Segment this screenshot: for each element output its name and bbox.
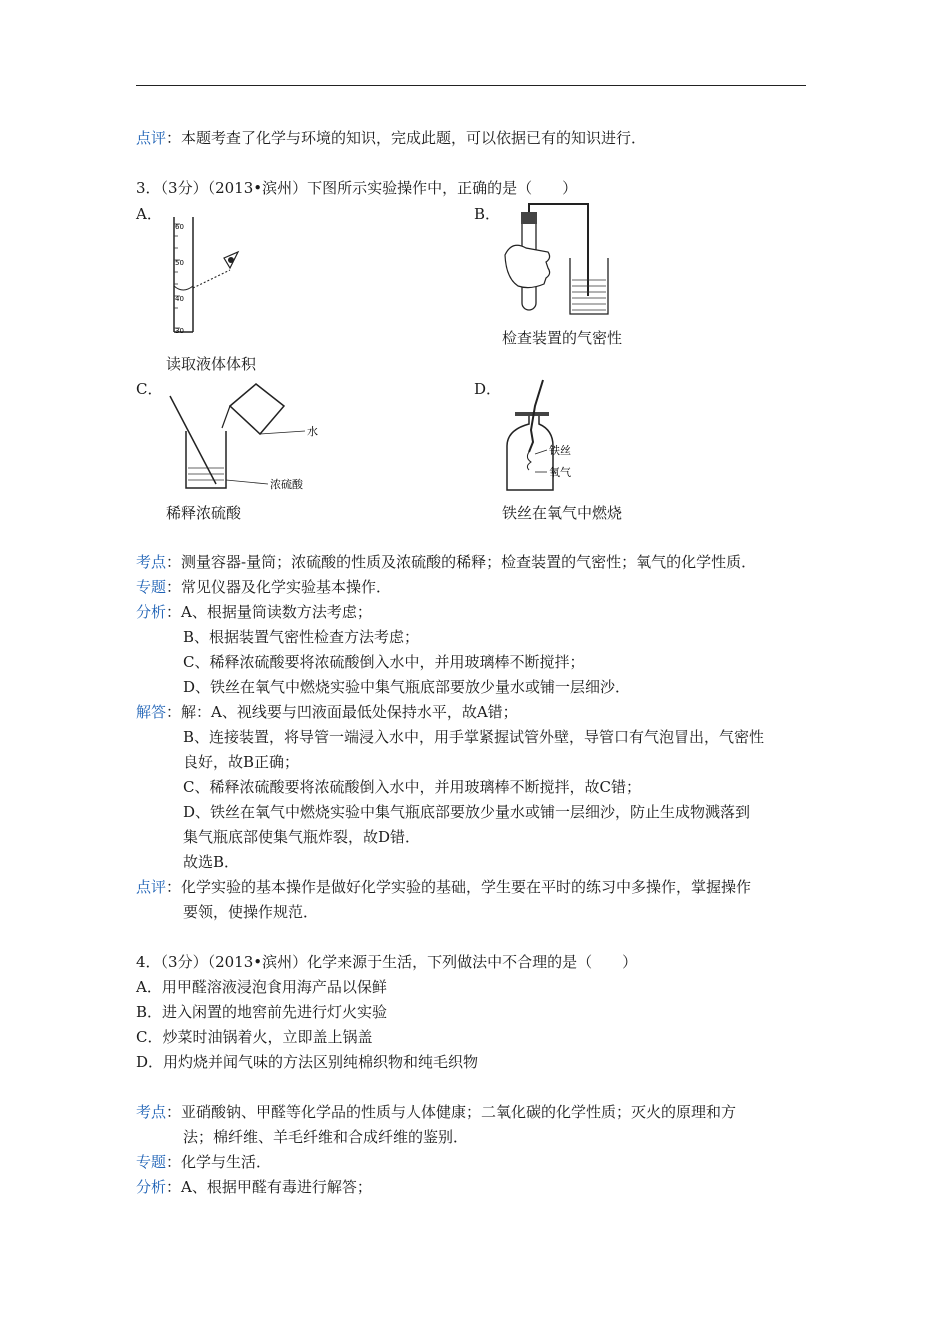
q3-fenxi: 分析：A、根据量筒读数方法考虑； bbox=[136, 603, 372, 621]
q3-fenxi-line: D、铁丝在氧气中燃烧实验中集气瓶底部要放少量水或铺一层细沙． bbox=[183, 678, 631, 696]
q4-stem: 4．（3分）（2013•滨州）化学来源于生活，下列做法中不合理的是（ ） bbox=[136, 953, 638, 971]
header-rule bbox=[136, 85, 806, 86]
eye-icon bbox=[224, 252, 238, 268]
q3-fenxi-line: C、稀释浓硫酸要将浓硫酸倒入水中，并用玻璃棒不断搅拌； bbox=[183, 653, 585, 671]
tick-label-60: 60 bbox=[175, 223, 184, 231]
q3-dianping-line: 要领，使操作规范． bbox=[183, 903, 319, 921]
q4-option-b: B．进入闲置的地窖前先进行灯火实验 bbox=[136, 1003, 388, 1021]
q3-option-b-caption: 检查装置的气密性 bbox=[502, 329, 623, 347]
q4-option-d: D．用灼烧并闻气味的方法区别纯棉织物和纯毛织物 bbox=[136, 1053, 479, 1071]
q3-jieda-line: C、稀释浓硫酸要将浓硫酸倒入水中，并用玻璃棒不断搅拌，故C错； bbox=[183, 778, 641, 796]
q3-option-d-letter: D． bbox=[474, 380, 502, 398]
q3-dianping: 点评：化学实验的基本操作是做好化学实验的基础，学生要在平时的练习中多操作，掌握操作 bbox=[136, 878, 752, 896]
label-water: 水 bbox=[307, 425, 318, 438]
q3-kaodian: 考点：测量容器-量筒；浓硫酸的性质及浓硫酸的稀释；检查装置的气密性；氧气的化学性质． bbox=[136, 553, 757, 571]
q3-option-b-letter: B． bbox=[474, 205, 501, 223]
figure-iron-wire-in-oxygen bbox=[495, 376, 615, 496]
q4-kaodian-line: 法；棉纤维、羊毛纤维和合成纤维的鉴别． bbox=[183, 1128, 469, 1146]
q3-option-c-caption: 稀释浓硫酸 bbox=[166, 504, 242, 522]
q3-jieda-line: 故选B． bbox=[183, 853, 240, 871]
q4-kaodian: 考点：亚硝酸钠、甲醛等化学品的性质与人体健康；二氧化碳的化学性质；灭火的原理和方 bbox=[136, 1103, 737, 1121]
q4-zhuanti: 专题：化学与生活． bbox=[136, 1153, 272, 1171]
q3-zhuanti: 专题：常见仪器及化学实验基本操作． bbox=[136, 578, 392, 596]
tick-label-40: 40 bbox=[175, 295, 184, 303]
label-conc-acid: 浓硫酸 bbox=[270, 478, 303, 491]
q3-jieda: 解答：解：A、视线要与凹液面最低处保持水平，故A错； bbox=[136, 703, 518, 721]
figure-dilute-sulfuric-acid bbox=[160, 376, 330, 496]
q3-stem: 3．（3分）（2013•滨州）下图所示实验操作中，正确的是（ ） bbox=[136, 179, 578, 197]
tick-label-30: 30 bbox=[175, 327, 184, 335]
q3-jieda-line: 良好，故B正确； bbox=[183, 753, 300, 771]
q3-option-a-letter: A． bbox=[136, 205, 162, 223]
q3-option-c-letter: C． bbox=[136, 380, 163, 398]
q4-option-c: C．炒菜时油锅着火，立即盖上锅盖 bbox=[136, 1028, 373, 1046]
figure-airtightness-check bbox=[500, 200, 620, 320]
top-comment: 点评：本题考查了化学与环境的知识，完成此题，可以依据已有的知识进行． bbox=[136, 129, 647, 147]
label-oxygen: 氧气 bbox=[549, 466, 571, 479]
q3-option-a-caption: 读取液体体积 bbox=[166, 355, 257, 373]
q3-jieda-line: D、铁丝在氧气中燃烧实验中集气瓶底部要放少量水或铺一层细沙，防止生成物溅落到 bbox=[183, 803, 751, 821]
q3-jieda-line: B、连接装置，将导管一端浸入水中，用手掌紧握试管外壁，导管口有气泡冒出，气密性 bbox=[183, 728, 765, 746]
figure-graduated-cylinder bbox=[160, 212, 280, 338]
q3-jieda-line: 集气瓶底部使集气瓶炸裂，故D错． bbox=[183, 828, 421, 846]
label-iron-wire: 铁丝 bbox=[549, 444, 571, 457]
q4-option-a: A．用甲醛溶液浸泡食用海产品以保鲜 bbox=[136, 978, 387, 996]
q3-option-d-caption: 铁丝在氧气中燃烧 bbox=[502, 504, 623, 522]
tick-label-50: 50 bbox=[175, 259, 184, 267]
q3-fenxi-line: B、根据装置气密性检查方法考虑； bbox=[183, 628, 420, 646]
q4-fenxi: 分析：A、根据甲醛有毒进行解答； bbox=[136, 1178, 372, 1196]
